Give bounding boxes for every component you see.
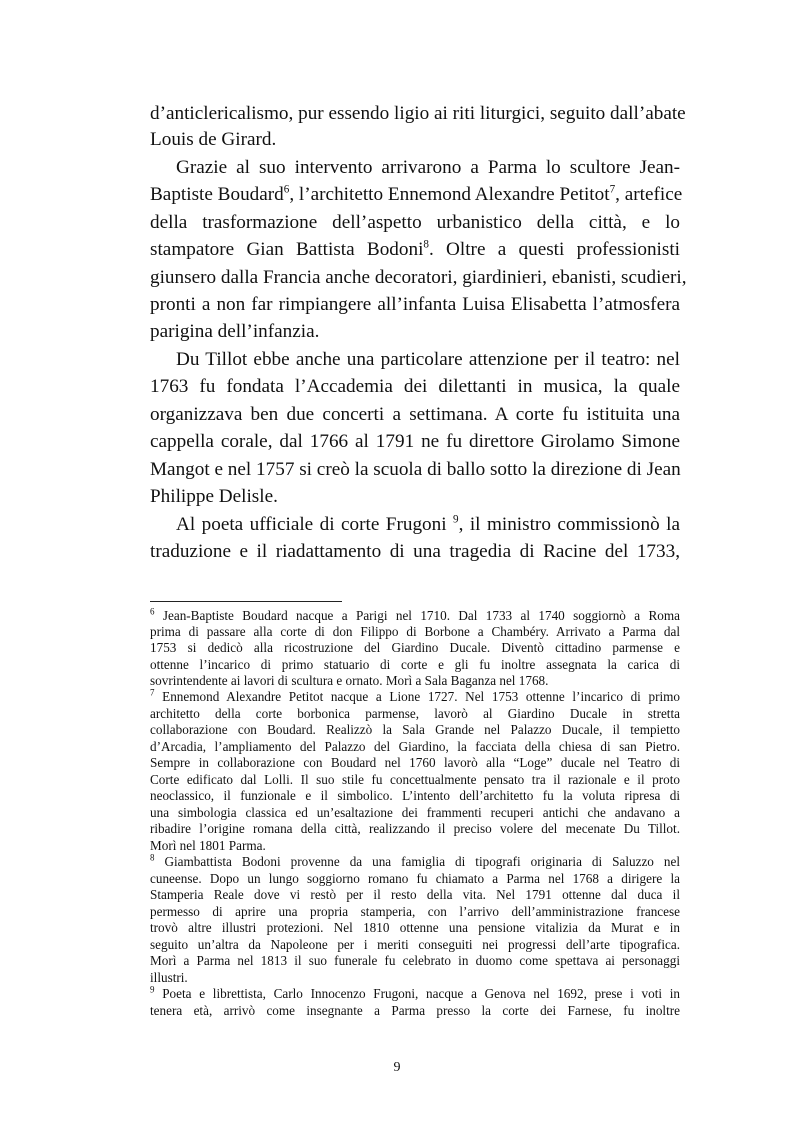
footnote-7: $^7$ Ennemond Alexandre Petitot nacque a Lione 1727. Nel 1753 ottenne l’incarico di primo: [150, 687, 680, 704]
body-line: Philippe Delisle.: [150, 486, 278, 507]
body-line: cappella corale, dal 1766 al 1791 ne fu direttore Girolamo Simone: [150, 431, 680, 452]
footnote-line: Stamperia Reale dove vi restò per il resto della vita. Nel 1791 ottenne dal duca il: [150, 887, 680, 902]
body-line: Mangot e nel 1757 si creò la scuola di ballo sotto la direzione di Jean: [150, 459, 681, 480]
footnote-8: $^8$ Giambattista Bodoni provenne da una famiglia di tipografi originaria di Saluzzo nel: [150, 852, 680, 869]
footnote-line: tenera età, arrivò come insegnante a Parma presso la corte dei Farnese, fu inoltre: [150, 1003, 680, 1018]
body-line: Louis de Girard.: [150, 129, 277, 150]
footnote-ref-6[interactable]: 6: [283, 183, 290, 196]
footnote-line: una simbologia classica ed un’esaltazione dei frammenti recuperi antichi che andavano a: [150, 805, 680, 820]
footnote-line: illustri.: [150, 970, 188, 985]
footnote-line: seguito un’altra da Napoleone per i meriti conseguiti nei progressi dell’arte tipografica.: [150, 937, 680, 952]
footnote-line: cuneense. Dopo un lungo soggiorno romano fu chiamato a Parma nel 1768 a dirigere la: [150, 871, 680, 886]
footnote-separator: [150, 601, 342, 602]
footnote-ref-7[interactable]: 7: [609, 183, 616, 196]
footnote-line: permesso di aprire una propria stamperia, con l’arrivo dell’amministrazione francese: [150, 904, 680, 919]
body-line: pronti a non far rimpiangere all’infanta Luisa Elisabetta l’atmosfera: [150, 294, 680, 315]
body-line: d’anticlericalismo, pur essendo ligio ai riti liturgici, seguito dall’abate: [150, 103, 686, 124]
body-line: della trasformazione dell’aspetto urbanistico della città, e lo: [150, 212, 680, 233]
footnote-line: ribadire l’origine romana della città, realizzando il preciso volere del mecenate Du Tillot.: [150, 821, 680, 836]
footnote-line: d’Arcadia, l’ampliamento del Palazzo del Giardino, la facciata della chiesa di san Pietro.: [150, 739, 680, 754]
body-line: giunsero dalla Francia anche decoratori, giardinieri, ebanisti, scudieri,: [150, 267, 687, 288]
footnote-9: $^9$ Poeta e librettista, Carlo Innocenzo Frugoni, nacque a Genova nel 1692, prese i voti in: [150, 984, 680, 1001]
body-line: Baptiste Boudard$^6$, l’architetto Ennemond Alexandre Petitot$^7$, artefice: [150, 183, 683, 205]
footnote-line: Morì a Parma nel 1813 il suo funerale fu celebrato in duomo come spettava ai personaggi: [150, 953, 680, 968]
body-line: organizzava ben due concerti a settimana. A corte fu istituita una: [150, 404, 680, 425]
body-line: stampatore Gian Battista Bodoni$^8$. Oltre a questi professionisti: [150, 238, 680, 260]
body-line: 1763 fu fondata l’Accademia dei dilettanti in musica, la quale: [150, 376, 680, 397]
footnote-line: ottenne l’incarico di primo statuario di corte e gli fu inoltre assegnata la carica di: [150, 657, 680, 672]
footnote-line: 1753 si dedicò alla ricostruzione del Giardino Ducale. Diventò cittadino parmense e: [150, 640, 680, 655]
body-line: Grazie al suo intervento arrivarono a Parma lo scultore Jean-: [176, 157, 680, 178]
footnote-line: sovrintendente ai lavori di scultura e ornato. Morì a Sala Baganza nel 1768.: [150, 673, 549, 688]
footnote-line: neoclassico, il funzionale e il simbolico. L’intento dell’architetto fu la voluta ripresa di: [150, 788, 680, 803]
footnote-line: trovò altre illustri protezioni. Nel 1810 ottenne una pensione vitalizia da Murat e in: [150, 920, 680, 935]
body-line: parigina dell’infanzia.: [150, 321, 320, 342]
body-line: traduzione e il riadattamento di una tragedia di Racine del 1733,: [150, 541, 680, 562]
footnote-line: Sempre in collaborazione con Boudard nel 1760 lavorò alla “Loge” ducale nel Teatro di: [150, 755, 680, 770]
page-number: 9: [393, 1060, 401, 1075]
footnote-line: collaborazione con Boudard. Realizzò la Sala Grande nel Palazzo Ducale, il tempietto: [150, 722, 680, 737]
footnote-6: $^6$ Jean-Baptiste Boudard nacque a Parigi nel 1710. Dal 1733 al 1740 soggiornò a Roma: [150, 606, 680, 623]
body-line: Du Tillot ebbe anche una particolare attenzione per il teatro: nel: [176, 349, 680, 370]
footnote-line: architetto della corte borbonica parmense, lavorò al Giardino Ducale in stretta: [150, 706, 680, 721]
footnote-line: Corte edificato dal Lolli. Il suo stile fu concettualmente pensato tra il razionale e il proto: [150, 772, 680, 787]
footnote-line: Morì nel 1801 Parma.: [150, 838, 266, 853]
footnote-ref-9[interactable]: 9: [453, 513, 459, 526]
body-line: Al poeta ufficiale di corte Frugoni $^9$, il ministro commissionò la: [176, 513, 680, 535]
footnote-ref-8[interactable]: 8: [423, 238, 429, 251]
footnote-line: prima di passare alla corte di don Filippo di Borbone a Chambéry. Arrivato a Parma dal: [150, 624, 680, 639]
